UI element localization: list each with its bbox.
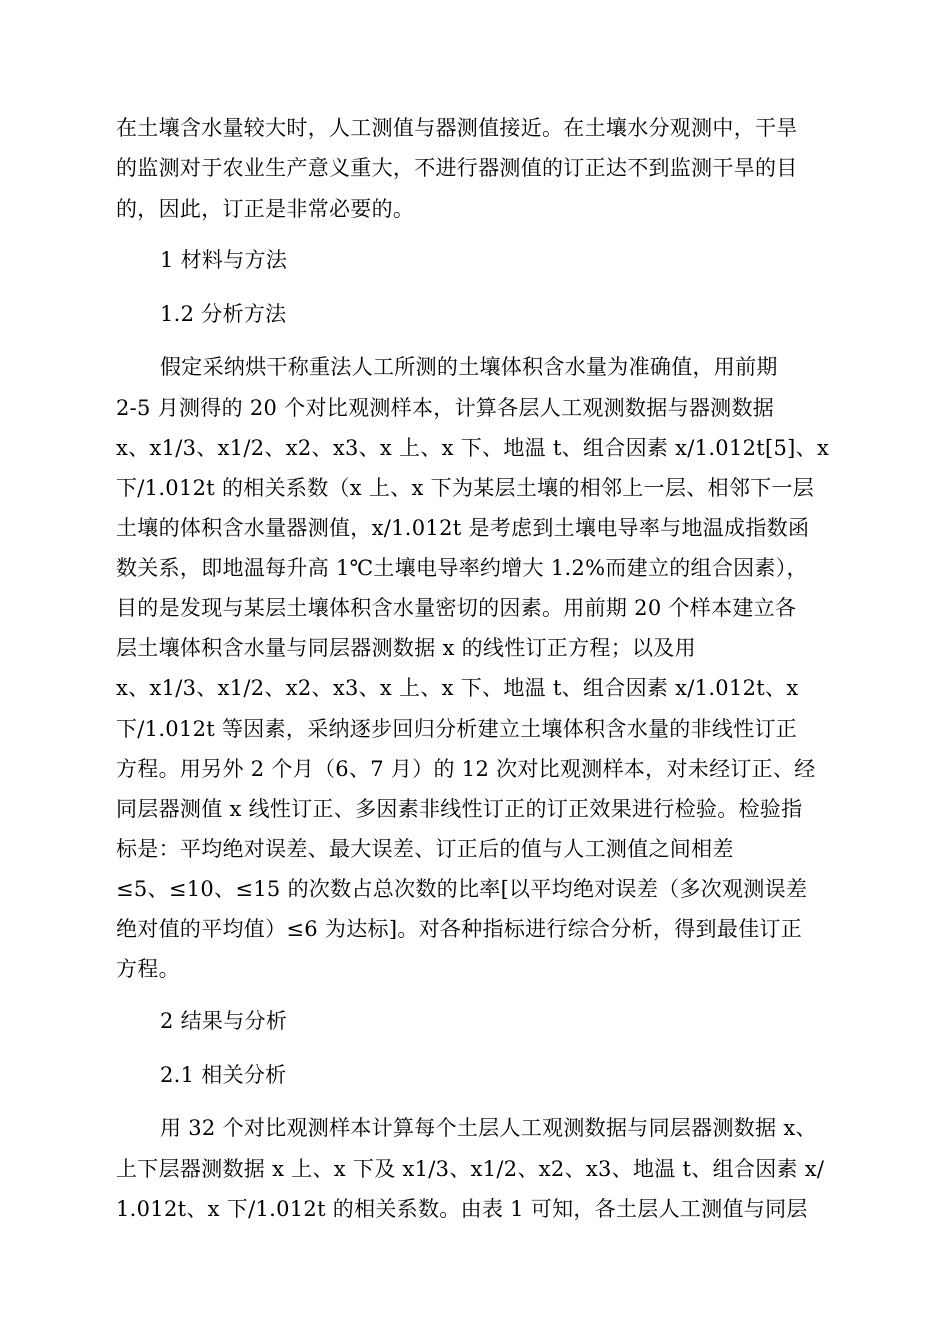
- text-line: 上下层器测数据 x 上、x 下及 x1/3、x1/2、x2、x3、地温 t、组合因素 x/: [116, 1157, 825, 1181]
- text-line: 方程。用另外 2 个月（6、7 月）的 12 次对比观测样本，对未经订正、经: [116, 757, 816, 781]
- text-line: 下/1.012t 等因素，采纳逐步回归分析建立土壤体积含水量的非线性订正: [116, 717, 798, 741]
- text-line: 数关系，即地温每升高 1℃土壤电导率约增大 1.2%而建立的组合因素），: [116, 556, 808, 580]
- text-line: 在土壤含水量较大时，人工测值与器测值接近。在土壤水分观测中，干旱: [116, 116, 798, 140]
- text-line: 假定采纳烘干称重法人工所测的土壤体积含水量为准确值，用前期: [160, 355, 778, 379]
- text-line: 方程。: [116, 957, 180, 981]
- text-line: ≤5、≤10、≤15 的次数占总次数的比率[以平均绝对误差（多次观测误差: [116, 877, 808, 901]
- text-line: 目的是发现与某层土壤体积含水量密切的因素。用前期 20 个样本建立各: [116, 596, 797, 620]
- text-line: 的监测对于农业生产意义重大，不进行器测值的订正达不到监测干旱的目: [116, 156, 798, 180]
- text-line: 标是：平均绝对误差、最大误差、订正后的值与人工测值之间相差: [116, 837, 734, 861]
- subsection-heading: 2.1 相关分析: [160, 1063, 287, 1087]
- text-line: 的，因此，订正是非常必要的。: [116, 197, 415, 221]
- text-line: x、x1/3、x1/2、x2、x3、x 上、x 下、地温 t、组合因素 x/1.012t[5]、x: [116, 436, 830, 460]
- text-line: 用 32 个对比观测样本计算每个土层人工观测数据与同层器测数据 x、: [160, 1116, 817, 1140]
- text-line: 同层器测值 x 线性订正、多因素非线性订正的订正效果进行检验。检验指: [116, 797, 803, 821]
- section-heading: 2 结果与分析: [160, 1009, 288, 1033]
- text-line: x、x1/3、x1/2、x2、x3、x 上、x 下、地温 t、组合因素 x/1.012t、x: [116, 676, 799, 700]
- text-line: 绝对值的平均值）≤6 为达标]。对各种指标进行综合分析，得到最佳订正: [116, 917, 803, 941]
- text-line: 1.012t、x 下/1.012t 的相关系数。由表 1 可知，各土层人工测值与同层: [116, 1197, 808, 1221]
- text-line: 下/1.012t 的相关系数（x 上、x 下为某层土壤的相邻上一层、相邻下一层: [116, 476, 815, 500]
- text-line: 土壤的体积含水量器测值，x/1.012t 是考虑到土壤电导率与地温成指数函: [116, 516, 810, 540]
- text-line: 2-5 月测得的 20 个对比观测样本，计算各层人工观测数据与器测数据: [116, 396, 775, 420]
- text-line: 层土壤体积含水量与同层器测数据 x 的线性订正方程；以及用: [116, 636, 696, 660]
- section-heading: 1 材料与方法: [160, 248, 288, 272]
- subsection-heading: 1.2 分析方法: [160, 302, 287, 326]
